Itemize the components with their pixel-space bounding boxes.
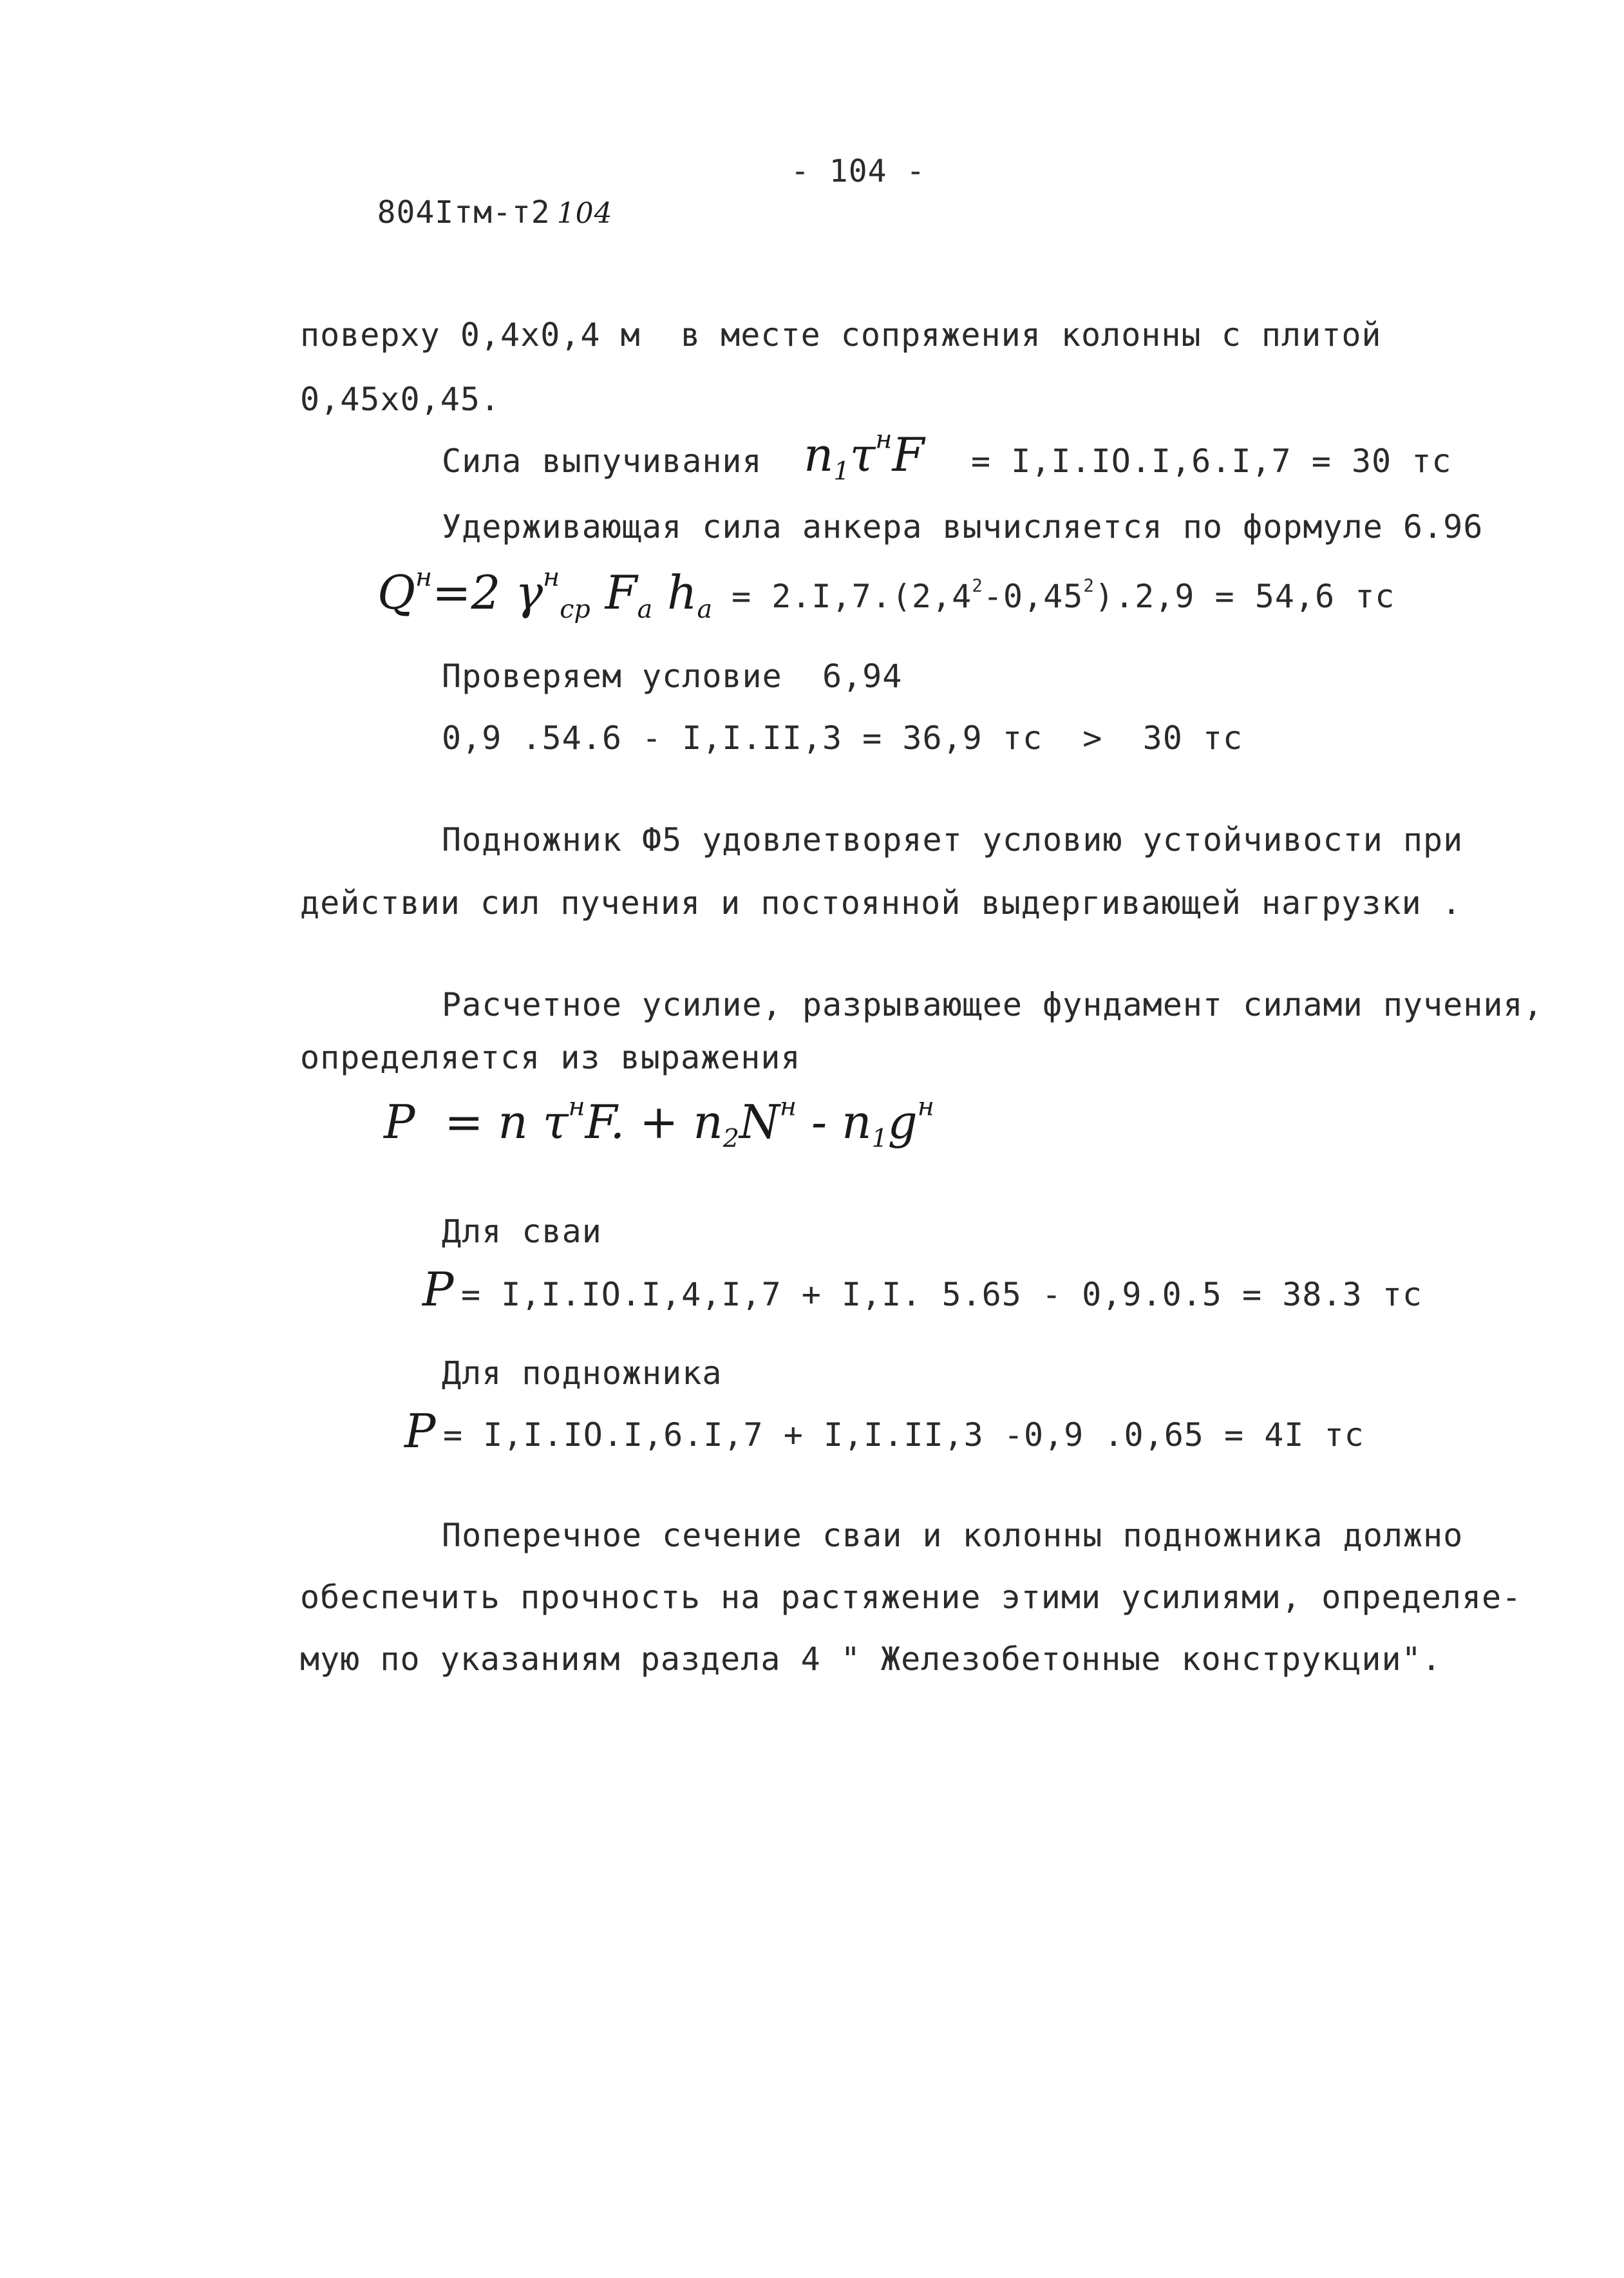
- uplift-force-calc: = I,I.IO.I,6.I,7 = 30 тс: [971, 442, 1452, 480]
- doc-code-typed: 804Iтм-т2: [377, 195, 551, 231]
- uplift-force-formula: $n_1\tau^нF$: [804, 424, 925, 486]
- text-line-13: Для сваи: [442, 1213, 602, 1250]
- text-line-9: действии сил пучения и постоянной выдергивающей нагрузки .: [300, 884, 1462, 922]
- text-line-2: 0,45х0,45.: [300, 381, 501, 418]
- page-number: - 104 -: [791, 153, 926, 189]
- text-line-17: Поперечное сечение сваи и колонны подножника должно: [442, 1517, 1464, 1554]
- pile-force-symbol: P: [422, 1262, 454, 1316]
- doc-code-handwritten: 104: [556, 197, 613, 230]
- anchor-force-formula: $Q^н=2$ $\gamma^н_{cp}$ $F_a$ $h_a$: [377, 562, 713, 624]
- uplift-force-label: Сила выпучивания: [442, 442, 762, 480]
- text-line-1: поверху 0,4х0,4 м в месте сопряжения колонны с плитой: [300, 316, 1382, 354]
- text-line-8: Подножник Ф5 удовлетворяет условию устойчивости при: [442, 821, 1464, 859]
- text-line-6: Проверяем условие 6,94: [442, 658, 903, 695]
- text-line-19: мую по указаниям раздела 4 " Железобетонные конструкции".: [300, 1640, 1442, 1678]
- text-line-7: 0,9 .54.6 - I,I.II,3 = 36,9 тс > 30 тс: [442, 719, 1243, 757]
- anchor-force-calc: = $2.I,7.(2,4^2-0,45^2).2,9 = 54,6$ тс: [732, 575, 1395, 615]
- text-line-4: Удерживающая сила анкера вычисляется по формуле 6.96: [442, 508, 1484, 546]
- doc-code: [300, 151, 613, 276]
- text-line-18: обеспечить прочность на растяжение этими усилиями, определяе-: [300, 1579, 1522, 1616]
- pile-force-calc: = I,I.IO.I,4,I,7 + I,I. 5.65 - 0,9.0.5 = 38.3 тс: [461, 1276, 1422, 1313]
- text-line-15: Для подножника: [442, 1354, 722, 1392]
- footing-force-calc: = I,I.IO.I,6.I,7 + I,I.II,3 -0,9 .0,65 = 4I тс: [443, 1416, 1364, 1454]
- footing-force-symbol: P: [404, 1404, 436, 1458]
- tearing-force-formula: P = n $\tau^нF$. + $n_2N^н - n_1g^н$: [384, 1092, 934, 1153]
- text-line-11: определяется из выражения: [300, 1039, 801, 1076]
- text-line-10: Расчетное усилие, разрывающее фундамент силами пучения,: [442, 986, 1544, 1023]
